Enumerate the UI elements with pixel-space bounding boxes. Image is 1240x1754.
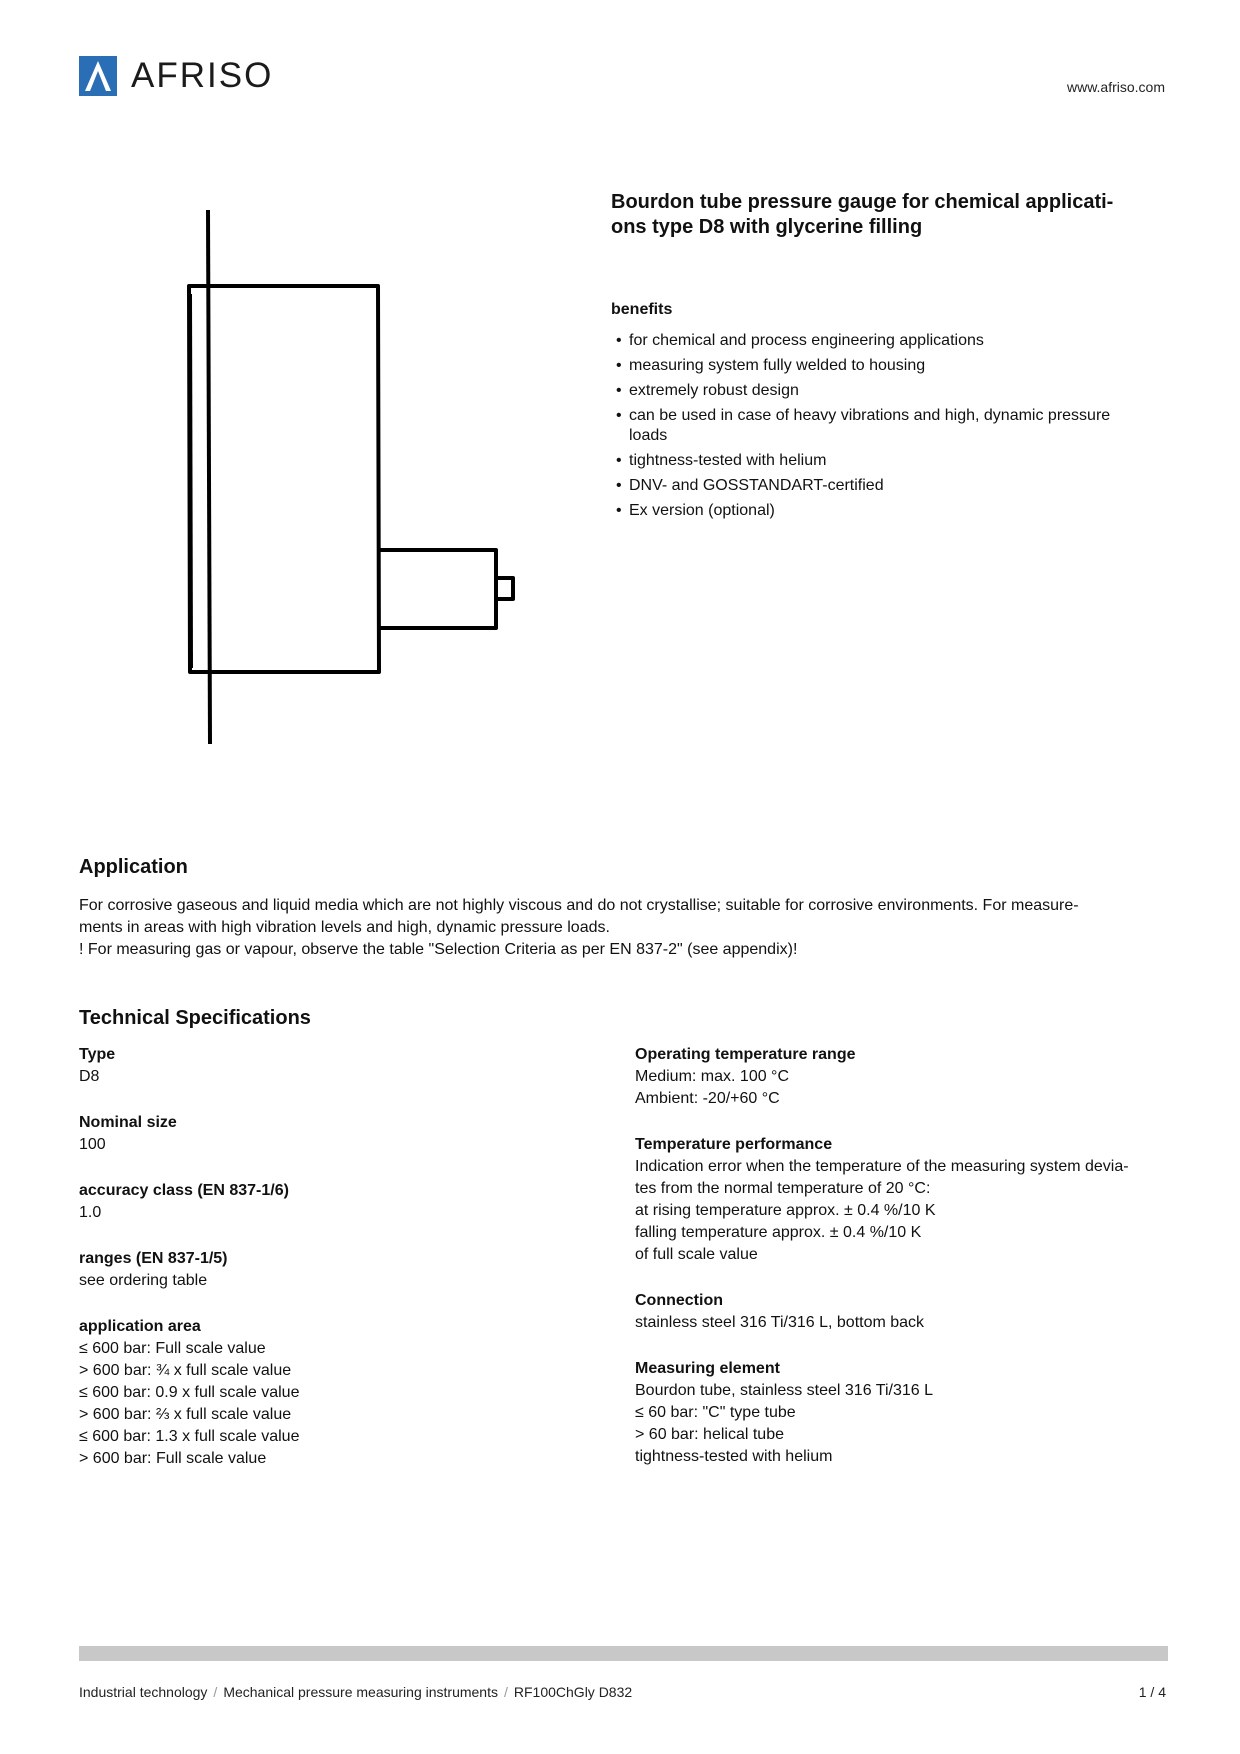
spec-value: of full scale value — [635, 1246, 758, 1263]
benefit-item: • Ex version (optional) — [616, 501, 1146, 521]
spec-temperature-performance — [635, 1134, 1155, 1266]
spec-value: > 600 bar: ⅔ x full scale value — [79, 1406, 292, 1423]
breadcrumb-separator: / — [504, 1684, 508, 1700]
case-inner-edge — [191, 294, 192, 668]
breadcrumb-item: Industrial technology — [79, 1684, 208, 1700]
spec-value: Medium: max. 100 °C — [635, 1068, 790, 1085]
application-text — [79, 895, 1169, 961]
spec-value: Bourdon tube, stainless steel 316 Ti/316 L — [635, 1382, 933, 1399]
breadcrumb-separator: / — [213, 1684, 218, 1700]
application-line: For corrosive gaseous and liquid media which are not highly viscous and do not crystallise; suitable for corrosive environments. For measure- — [79, 897, 1079, 914]
benefit-item: • can be used in case of heavy vibrations and high, dynamic pressure loads — [616, 406, 1146, 446]
spec-value: > 600 bar: Full scale value — [79, 1450, 267, 1467]
benefit-item: • DNV- and GOSSTANDART-certified — [616, 476, 1146, 496]
spec-ranges — [79, 1248, 599, 1292]
spec-value: tightness-tested with helium — [635, 1448, 833, 1465]
spec-label: application area — [79, 1318, 201, 1335]
benefits-list — [616, 331, 1146, 526]
spec-label: Nominal size — [79, 1114, 177, 1131]
spec-accuracy-class — [79, 1180, 599, 1224]
page-number: 1 / 4 — [1138, 1684, 1166, 1700]
afriso-logo-icon — [79, 56, 117, 96]
benefit-item: • extremely robust design — [616, 381, 1146, 401]
gauge-side-view-drawing — [170, 200, 530, 760]
spec-label: ranges (EN 837-1/5) — [79, 1250, 228, 1267]
application-line: ments in areas with high vibration levels and high, dynamic pressure loads. — [79, 919, 610, 936]
spec-value: > 60 bar: helical tube — [635, 1426, 784, 1443]
technical-specifications-heading: Technical Specifications — [79, 1007, 311, 1029]
spec-value: Ambient: -20/+60 °C — [635, 1090, 780, 1107]
spec-value: at rising temperature approx. ± 0.4 %/10 K — [635, 1202, 936, 1219]
footer-divider-bar — [79, 1646, 1168, 1661]
front-flange-line — [208, 210, 210, 744]
spec-value: > 600 bar: ¾ x full scale value — [79, 1362, 292, 1379]
spec-value: Indication error when the temperature of the measuring system devia- — [635, 1158, 1129, 1175]
spec-value: ≤ 600 bar: 0.9 x full scale value — [79, 1384, 300, 1401]
spec-value: ≤ 600 bar: 1.3 x full scale value — [79, 1428, 300, 1445]
spec-value: stainless steel 316 Ti/316 L, bottom back — [635, 1314, 925, 1331]
benefit-item: • measuring system fully welded to housing — [616, 356, 1146, 376]
spec-value: falling temperature approx. ± 0.4 %/10 K — [635, 1224, 922, 1241]
spec-value: ≤ 600 bar: Full scale value — [79, 1340, 266, 1357]
spec-application-area — [79, 1316, 599, 1470]
website-link[interactable]: www.afriso.com — [1066, 79, 1165, 95]
spec-nominal-size — [79, 1112, 599, 1156]
connector-nipple — [496, 578, 513, 599]
spec-value: D8 — [79, 1068, 100, 1085]
product-title-line: ons type D8 with glycerine filling — [611, 216, 923, 238]
spec-value: ≤ 60 bar: "C" type tube — [635, 1404, 796, 1421]
brand-name: AFRISO — [131, 56, 274, 95]
footer-breadcrumb — [79, 1684, 632, 1700]
benefits-heading: benefits — [611, 301, 673, 318]
benefit-item: • tightness-tested with helium — [616, 451, 1146, 471]
breadcrumb-item: RF100ChGly D832 — [513, 1684, 633, 1700]
afriso-logo — [79, 55, 273, 97]
application-heading: Application — [79, 856, 188, 878]
specs-right-column — [635, 1044, 1155, 1492]
spec-label: Type — [79, 1046, 116, 1063]
product-title — [611, 190, 1156, 240]
spec-label: Temperature performance — [635, 1136, 833, 1153]
breadcrumb-item: Mechanical pressure measuring instruments — [223, 1684, 498, 1700]
spec-value: tes from the normal temperature of 20 °C: — [635, 1180, 931, 1197]
spec-value: 100 — [79, 1136, 106, 1153]
connector-body — [380, 550, 496, 628]
spec-label: Measuring element — [635, 1360, 780, 1377]
product-title-line: Bourdon tube pressure gauge for chemical applicati- — [611, 191, 1114, 213]
spec-label: Connection — [635, 1292, 723, 1309]
spec-label: accuracy class (EN 837-1/6) — [79, 1182, 289, 1199]
specs-left-column — [79, 1044, 599, 1494]
spec-label: Operating temperature range — [635, 1046, 856, 1063]
spec-type — [79, 1044, 599, 1088]
spec-connection — [635, 1290, 1155, 1334]
spec-value: see ordering table — [79, 1272, 208, 1289]
application-line: ! For measuring gas or vapour, observe the table "Selection Criteria as per EN 837-2" (see appendix)! — [79, 941, 798, 958]
gauge-case — [189, 286, 379, 672]
benefit-item: • for chemical and process engineering applications — [616, 331, 1146, 351]
spec-measuring-element — [635, 1358, 1155, 1468]
spec-value: 1.0 — [79, 1204, 102, 1221]
spec-operating-temperature — [635, 1044, 1155, 1110]
